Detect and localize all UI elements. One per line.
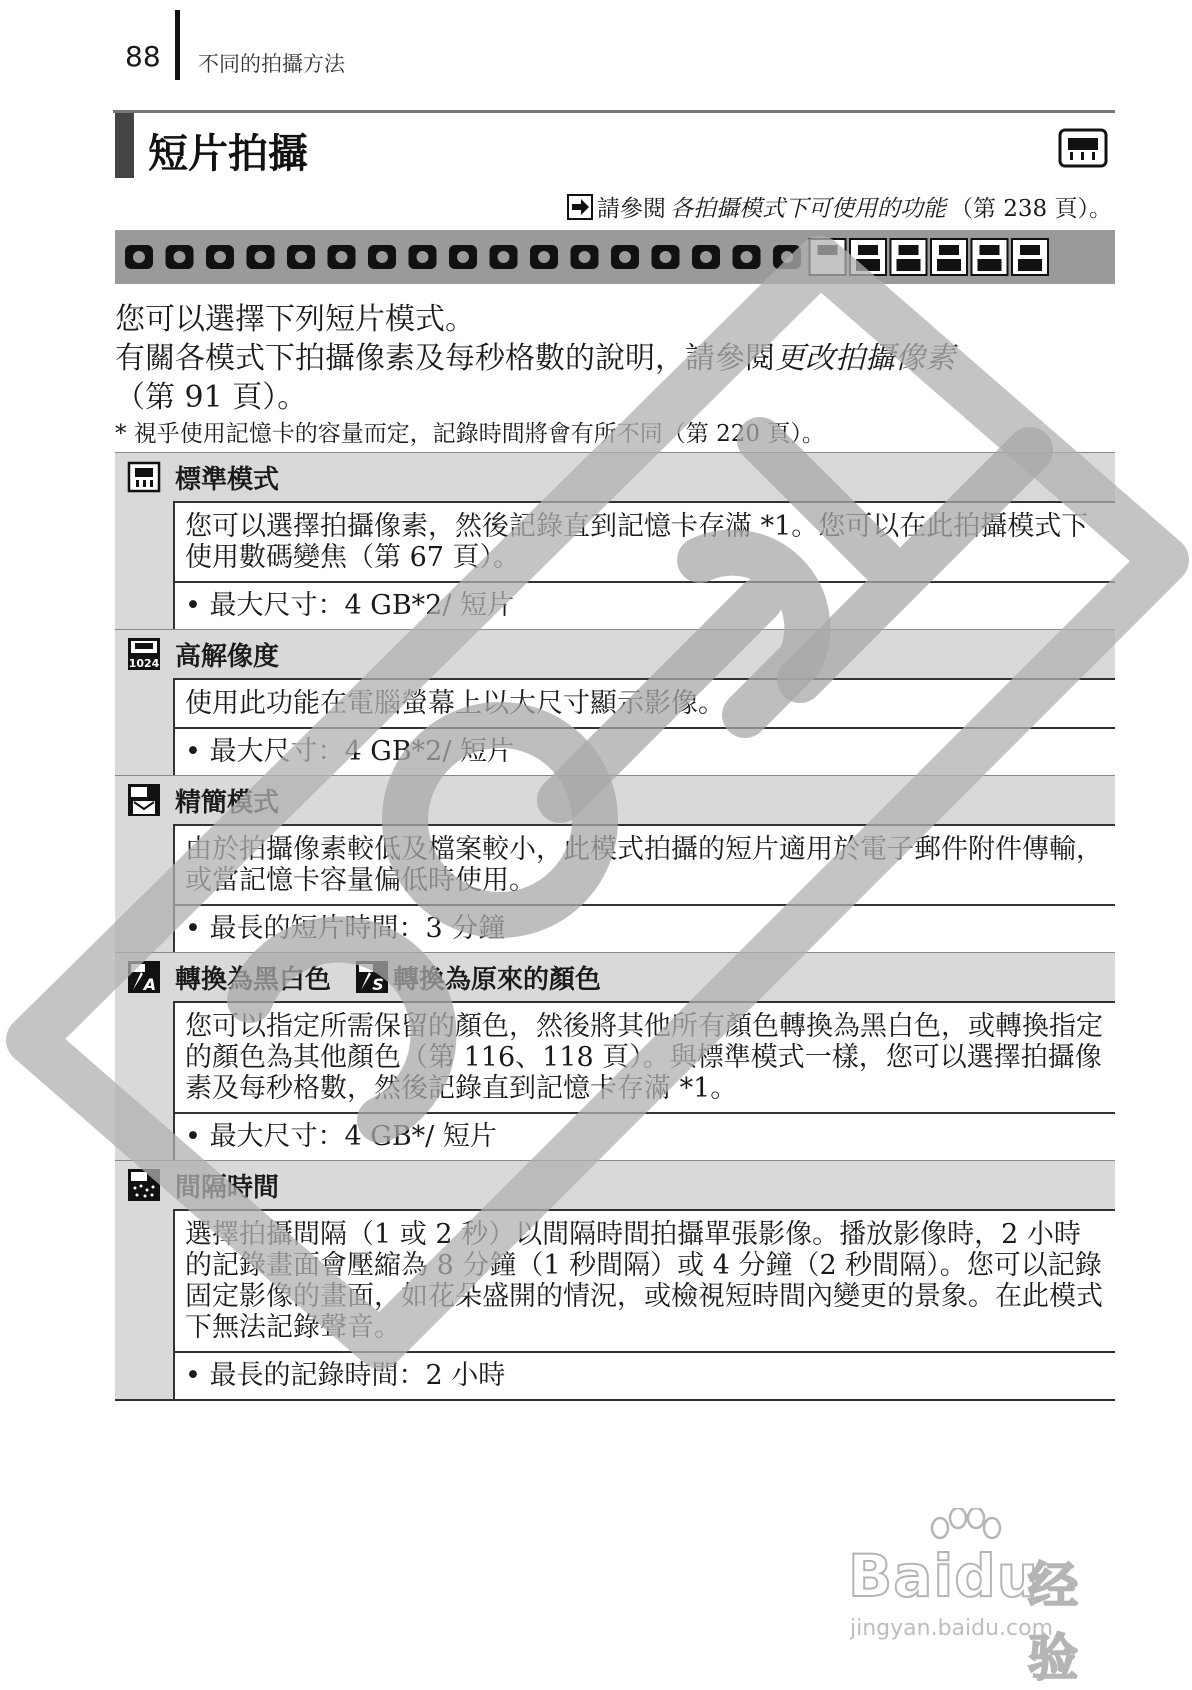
stitch-assist-icon <box>328 245 356 269</box>
section-gutter <box>115 823 173 952</box>
mode-section-color <box>115 952 1115 1160</box>
intro-text <box>115 300 1115 417</box>
section-description: 選擇拍攝間隔（1 或 2 秒）以間隔時間拍攝單張影像。播放影像時，2 小時的記錄畫面會壓縮為 8 分鐘（1 秒間隔）或 4 分鐘（2 秒間隔）。您可以記錄固定影像的畫面，如花朵盛開的情況，或檢視短時間內變更的景象。在此模式下無法記錄聲音。 <box>175 1209 1115 1351</box>
section-gutter <box>115 1000 173 1160</box>
color-swap-icon <box>287 245 315 269</box>
section-title-2: 轉換為原來的顏色 <box>393 964 602 995</box>
intro-line-1: 您可以選擇下列短片模式。 <box>115 302 475 337</box>
kids-pets-icon <box>449 245 477 269</box>
movie-interval-icon <box>127 1168 161 1202</box>
snow-icon <box>571 245 599 269</box>
digital-macro-icon <box>206 245 234 269</box>
section-description: 您可以選擇拍攝像素，然後記錄直到記憶卡存滿 *1。您可以在此拍攝模式下使用數碼變焦（第 67 頁）。 <box>175 501 1115 581</box>
reference-link[interactable]: 各拍攝模式下可使用的功能 <box>669 196 946 222</box>
reference-suffix: （第 238 頁）。 <box>949 196 1112 222</box>
title-accent-bar <box>115 113 134 178</box>
movie-standard-icon <box>127 460 161 494</box>
section-title: 精簡模式 <box>175 787 280 818</box>
section-gutter <box>115 1208 173 1399</box>
svg-text:1024: 1024 <box>128 657 160 670</box>
section-body <box>173 501 1115 629</box>
mode-section-compact <box>115 775 1115 952</box>
mode-section-standard <box>115 452 1115 629</box>
section-body <box>173 1209 1115 1399</box>
section-description: 您可以指定所需保留的顏色，然後將其他所有顏色轉換為黑白色，或轉換指定的顏色為其他顏色（第 116、118 頁）。與標準模式一樣，您可以選擇拍攝像素及每秒格數，然後記錄直到記憶卡存滿 *1。 <box>175 1001 1115 1112</box>
title-rule <box>113 110 1115 113</box>
movie-color-accent-icon <box>127 960 161 994</box>
movie-color-swap-icon <box>972 239 1008 275</box>
svg-text:A: A <box>143 975 157 994</box>
baidu-brand-cn: 经验 <box>1028 1557 1078 1687</box>
movie-interval-icon <box>1012 239 1048 275</box>
beach-icon <box>611 245 639 269</box>
section-title: 轉換為黑白色 <box>175 964 332 995</box>
shooting-mode-strip <box>115 230 1115 284</box>
page-title: 短片拍攝 <box>148 131 308 177</box>
section-bullet: • 最長的短片時間：3 分鐘 <box>175 904 1115 952</box>
section-header <box>115 775 1115 824</box>
section-bullet: • 最長的記錄時間：2 小時 <box>175 1351 1115 1399</box>
baidu-brand: Baidu <box>848 1542 1040 1610</box>
section-header <box>115 1160 1115 1209</box>
section-gutter <box>115 500 173 629</box>
page-number: 88 <box>125 40 161 73</box>
section-header <box>115 452 1115 501</box>
mode-section-high-res <box>115 629 1115 775</box>
section-title: 高解像度 <box>175 641 280 672</box>
movie-1024-icon <box>850 239 886 275</box>
portrait-icon <box>368 245 396 269</box>
aquarium-icon <box>692 245 720 269</box>
movie-color-accent-icon <box>931 239 967 275</box>
movie-standard-icon <box>810 239 846 275</box>
section-header <box>115 629 1115 678</box>
footnote: * 視乎使用記憶卡的容量而定，記錄時間將會有所不同（第 220 頁）。 <box>115 421 825 447</box>
baidu-watermark <box>848 1508 1118 1687</box>
section-body <box>173 678 1115 775</box>
arrow-right-icon <box>567 194 593 220</box>
header-divider <box>175 10 180 80</box>
reference-prefix: 請參閱 <box>596 196 666 222</box>
section-bullet: • 最大尺寸：4 GB*/ 短片 <box>175 1112 1115 1160</box>
underwater-icon <box>733 245 761 269</box>
mode-icons <box>115 230 1115 284</box>
section-gutter <box>115 677 173 775</box>
section-title: 間隔時間 <box>175 1172 280 1203</box>
section-description: 由於拍攝像素較低及檔案較小，此模式拍攝的短片適用於電子郵件附件傳輸，或當記憶卡容量偏低時使用。 <box>175 824 1115 904</box>
mode-table <box>115 452 1115 1401</box>
section-header <box>115 952 1115 1001</box>
baidu-url: jingyan.baidu.com <box>850 1616 1054 1641</box>
section-description: 使用此功能在電腦螢幕上以大尺寸顯示影像。 <box>175 678 1115 727</box>
movie-color-swap-icon <box>355 960 389 994</box>
camera-auto-icon <box>125 245 153 269</box>
section-body <box>173 1001 1115 1160</box>
section-bullet: • 最大尺寸：4 GB*2/ 短片 <box>175 581 1115 629</box>
section-body <box>173 824 1115 952</box>
section-title: 標準模式 <box>175 464 280 495</box>
intro-line-2-prefix: 有關各模式下拍攝像素及每秒格數的說明，請參閱 <box>115 341 775 376</box>
intro-line-2 <box>115 339 1115 417</box>
intro-link[interactable]: 更改拍攝像素 <box>775 341 955 376</box>
reference-line <box>567 190 1112 223</box>
fireworks-icon <box>652 245 680 269</box>
intro-line-2-suffix: （第 91 頁）。 <box>115 380 308 415</box>
party-icon <box>490 245 518 269</box>
camera-manual-icon <box>166 245 194 269</box>
iso3200-icon <box>773 245 801 269</box>
movie-mode-icon <box>1058 128 1108 168</box>
movie-compact-icon <box>891 239 927 275</box>
foliage-icon <box>530 245 558 269</box>
movie-compact-icon <box>127 783 161 817</box>
table-bottom-rule <box>115 1399 1115 1401</box>
night-snapshot-icon <box>409 245 437 269</box>
movie-1024-icon <box>127 637 161 671</box>
mode-section-interval <box>115 1160 1115 1399</box>
chapter-title: 不同的拍攝方法 <box>198 52 345 76</box>
color-accent-icon <box>247 245 275 269</box>
svg-text:S: S <box>372 975 384 994</box>
section-bullet: • 最大尺寸：4 GB*2/ 短片 <box>175 727 1115 775</box>
